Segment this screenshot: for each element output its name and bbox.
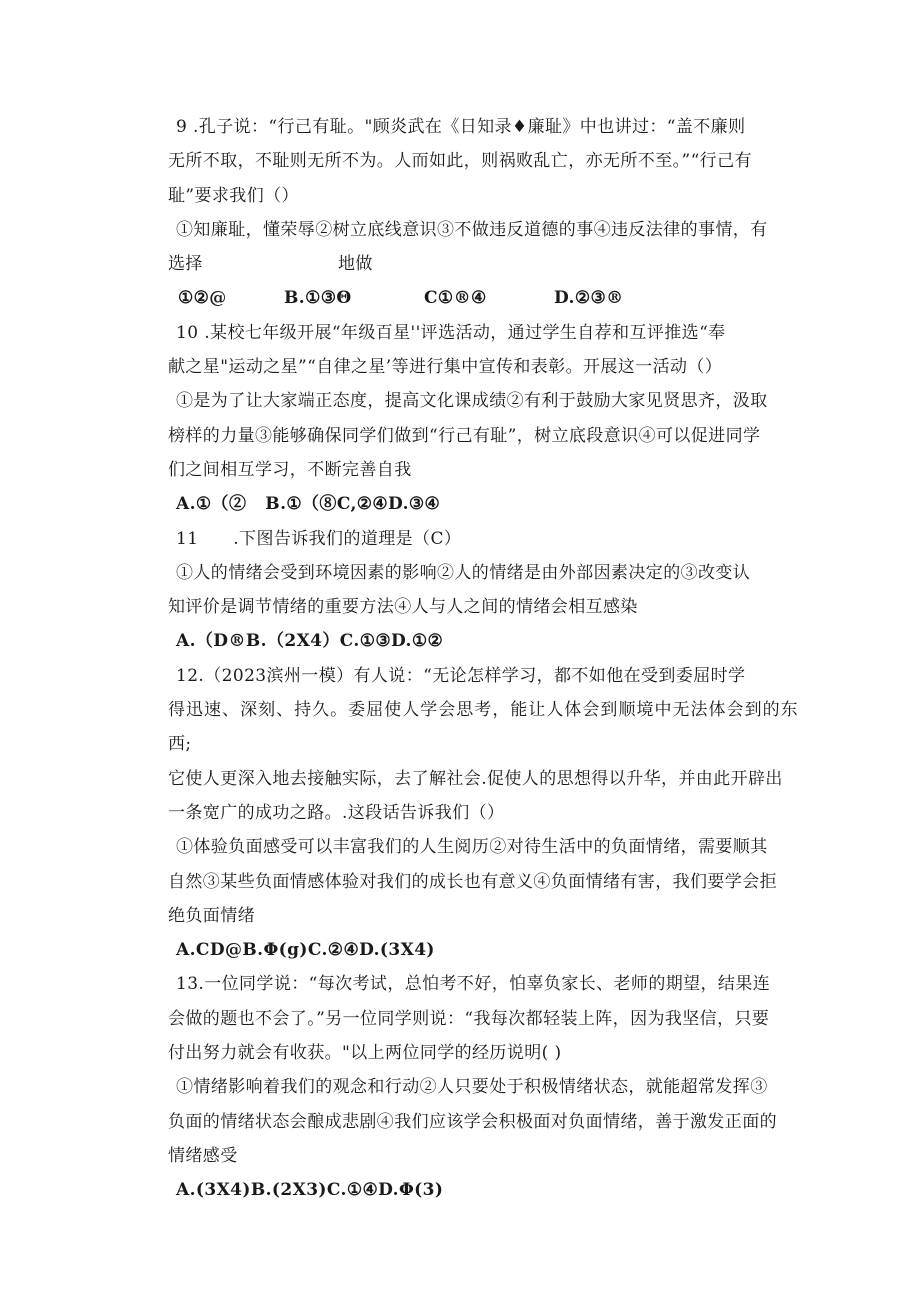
question-13-statement-line-3: 情绪感受: [168, 1145, 238, 1166]
question-10-statement-line-2: 榜样的力量③能够确保同学们做到“行己有耻”，树立底段意识④可以促进同学: [168, 425, 761, 446]
question-9-stem-line-3: 耻”要求我们（）: [168, 185, 299, 206]
question-9-split-right: 地做: [338, 254, 373, 275]
question-10-choices: A.①（② B.①（⑧C,②④D.③④: [176, 494, 441, 515]
question-11-stem: 11 .下图告诉我们的道理是（C）: [176, 528, 462, 549]
question-9-stem-line-1: 9 .孔子说：“行己有耻。"顾炎武在《日知录♦廉耻》中也讲过：“盖不廉则: [176, 117, 746, 137]
question-11-statement-line-2: 知评价是调节情绪的重要方法④人与人之间的情绪会相互感染: [168, 597, 638, 618]
question-9-choices: [168, 281, 798, 315]
question-10-stem-line-1: 10 .某校七年级开展“年级百星''评选活动，通过学生自荐和互评推选“奉: [176, 322, 726, 343]
question-13-statement-line-1: ①情绪影响着我们的观念和行动②人只要处于积极情绪状态，就能超常发挥③: [176, 1077, 768, 1098]
question-10-stem-line-2: 献之星"运动之星”“自律之星’等进行集中宣传和表彰。开展这一活动（）: [168, 357, 723, 378]
question-12-stem-line-1: 12.（2023滨州一模）有人说：“无论怎样学习，都不如他在受到委屈时学: [176, 665, 746, 686]
question-12-stem-line-3: 它使人更深入地去接触实际，去了解社会.促使人的思想得以升华，并由此开辟出: [168, 768, 783, 789]
question-10: [168, 316, 798, 522]
question-9-choice-a: ①②@: [178, 288, 227, 309]
question-10-statement-line-3: 们之间相互学习，不断完善自我: [168, 459, 412, 480]
question-9-statements-continued: [168, 247, 798, 281]
question-9-stem-line-2: 无所不取，不耻则无所不为。人而如此，则祸败乱亡，亦无所不至。”“行己有: [168, 151, 752, 172]
question-12-statement-line-1: ①体验负面感受可以丰富我们的人生阅历②对待生活中的负面情绪，需要顺其: [176, 837, 768, 858]
question-12-statement-line-2: 自然③某些负面情感体验对我们的成长也有意义④负面情绪有害，我们要学会拒: [168, 871, 777, 892]
question-11-statement-line-1: ①人的情绪会受到环境因素的影响②人的情绪是由外部因素决定的③改变认: [176, 562, 751, 583]
question-12-statement-line-3: 绝负面情绪: [168, 905, 255, 926]
question-9-statements: ①知廉耻，懂荣辱②树立底线意识③不做违反道德的事④违反法律的事情，有: [176, 219, 768, 240]
question-13-stem-line-3: 付出努力就会有收获。"以上两位同学的经历说明( ): [168, 1043, 562, 1064]
question-9-choice-b: B.①③Θ: [284, 288, 352, 309]
question-13: [168, 967, 798, 1207]
question-13-stem-line-1: 13.一位同学说：“每次考试，总怕考不好，怕辜负家长、老师的期望，结果连: [176, 974, 771, 995]
question-9-choice-c: C①®④: [424, 288, 487, 309]
question-12-stem-line-2: 得迅速、深刻、持久。委屈使人学会思考，能让人体会到顺境中无法体会到的东西;: [168, 700, 798, 755]
question-11-choices: A.（D®B.（2X4）C.①③D.①②: [176, 631, 444, 652]
question-9-split-left: 选择: [168, 254, 203, 275]
question-content: [168, 110, 798, 1208]
question-11: [168, 522, 798, 659]
question-13-choices: A.(3X4)B.(2X3)C.①④D.Φ(3): [176, 1180, 444, 1201]
question-12-choices: A.CD@B.Φ(g)C.②④D.(3X4): [176, 940, 435, 961]
question-10-statement-line-1: ①是为了让大家端正态度，提高文化课成绩②有利于鼓励大家见贤思齐，汲取: [176, 391, 768, 412]
question-9: [168, 110, 798, 316]
question-12-stem-line-4: 一条宽广的成功之路。.这段话告诉我们（）: [168, 802, 505, 823]
question-12: [168, 659, 798, 968]
question-13-statement-line-2: 负面的情绪状态会酿成悲剧④我们应该学会积极面对负面情绪，善于激发正面的: [168, 1111, 777, 1132]
question-9-choice-d: D.②③®: [554, 288, 624, 309]
question-13-stem-line-2: 会做的题也不会了。”另一位同学则说：“我每次都轻装上阵，因为我坚信，只要: [168, 1008, 770, 1029]
